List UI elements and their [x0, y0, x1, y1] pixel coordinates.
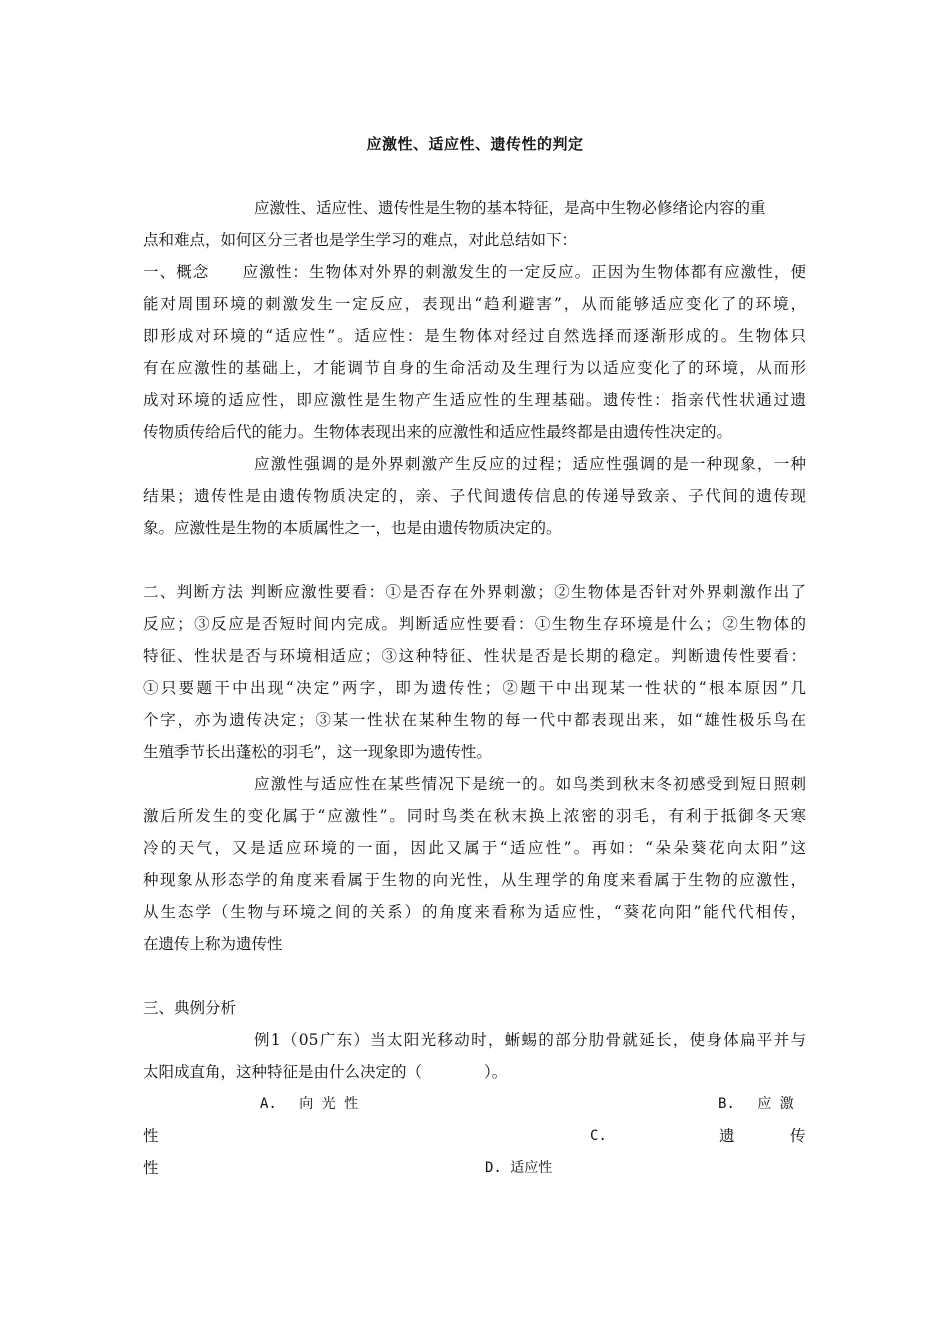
unity-line-4: 种现象从形态学的角度来看属于生物的向光性，从生理学的角度来看属于生物的应激性， — [143, 871, 806, 889]
option-d: D. 适应性 — [485, 1160, 553, 1176]
option-c-tail: 性 — [143, 1159, 159, 1177]
concept-line-5: 成对环境的适应性，即应激性是生物产生适应性的生理基础。遗传性：指亲代性状通过遗 — [143, 391, 806, 409]
intro-line-2: 点和难点，如何区分三者也是学生学习的难点，对此总结如下： — [143, 231, 578, 249]
concept-line-4: 有在应激性的基础上，才能调节自身的生命活动及生理行为以适应变化了的环境，从而形 — [143, 359, 806, 377]
option-a: A. 向 光 性 — [260, 1096, 359, 1112]
unity-line-3: 冷的天气，又是适应环境的一面，因此又属于“适应性”。再如：“朵朵葵花向太阳”这 — [143, 839, 806, 857]
concept-line-2: 能对周围环境的刺激发生一定反应，表现出“趋利避害”，从而能够适应变化了的环境， — [143, 295, 806, 313]
document-title: 应激性、适应性、遗传性的判定 — [366, 135, 584, 153]
emphasis-line-3: 象。应激性是生物的本质属性之一，也是由遗传物质决定的。 — [143, 519, 562, 537]
emphasis-line-2: 结果；遗传性是由遗传物质决定的，亲、子代间遗传信息的传递导致亲、子代间的遗传现 — [143, 487, 806, 505]
option-b: B. 应 激 — [718, 1096, 794, 1112]
method-line-1: 二、判断方法 判断应激性要看：①是否存在外界刺激；②生物体是否针对外界刺激作出了 — [143, 583, 806, 601]
option-c-word-1: 遗 — [719, 1127, 735, 1145]
unity-line-5: 从生态学（生物与环境之间的关系）的角度来看称为适应性，“葵花向阳”能代代相传， — [143, 903, 806, 921]
method-line-5: 个字，亦为遗传决定；③某一性状在某种生物的每一代中都表现出来，如“雄性极乐鸟在 — [143, 711, 806, 729]
unity-line-2: 激后所发生的变化属于“应激性”。同时鸟类在秋末换上浓密的羽毛，有利于抵御冬天寒 — [143, 807, 806, 825]
option-b-tail: 性 — [143, 1127, 159, 1145]
concept-line-3: 即形成对环境的“适应性”。适应性：是生物体对经过自然选择而逐渐形成的。生物体只 — [143, 327, 806, 345]
intro-line-1: 应激性、适应性、遗传性是生物的基本特征，是高中生物必修绪论内容的重 — [254, 199, 766, 217]
method-line-4: ①只要题干中出现“决定”两字，即为遗传性；②题干中出现某一性状的“根本原因”几 — [143, 679, 806, 697]
example-line-1: 例1（05广东）当太阳光移动时，蜥蜴的部分肋骨就延长，使身体扁平并与 — [254, 1031, 806, 1049]
example-line-2: 太阳成直角，这种特征是由什么决定的（ ）。 — [143, 1063, 508, 1081]
unity-line-6: 在遗传上称为遗传性 — [143, 935, 283, 953]
option-c: C. — [590, 1128, 607, 1144]
method-line-2: 反应；③反应是否短时间内完成。判断适应性要看：①生物生存环境是什么；②生物体的 — [143, 615, 806, 633]
concept-line-1: 一、概念 应激性：生物体对外界的刺激发生的一定反应。正因为生物体都有应激性，便 — [143, 263, 806, 281]
option-c-word-2: 传 — [790, 1127, 806, 1145]
concept-line-6: 传物质传给后代的能力。生物体表现出来的应激性和适应性最终都是由遗传性决定的。 — [143, 423, 733, 441]
emphasis-line-1: 应激性强调的是外界刺激产生反应的过程；适应性强调的是一种现象，一种 — [254, 455, 806, 473]
analysis-heading: 三、典例分析 — [143, 999, 237, 1017]
unity-line-1: 应激性与适应性在某些情况下是统一的。如鸟类到秋末冬初感受到短日照刺 — [254, 775, 806, 793]
method-line-6: 生殖季节长出蓬松的羽毛”，这一现象即为遗传性。 — [143, 743, 492, 761]
method-line-3: 特征、性状是否与环境相适应；③这种特征、性状是否是长期的稳定。判断遗传性要看： — [143, 647, 806, 665]
